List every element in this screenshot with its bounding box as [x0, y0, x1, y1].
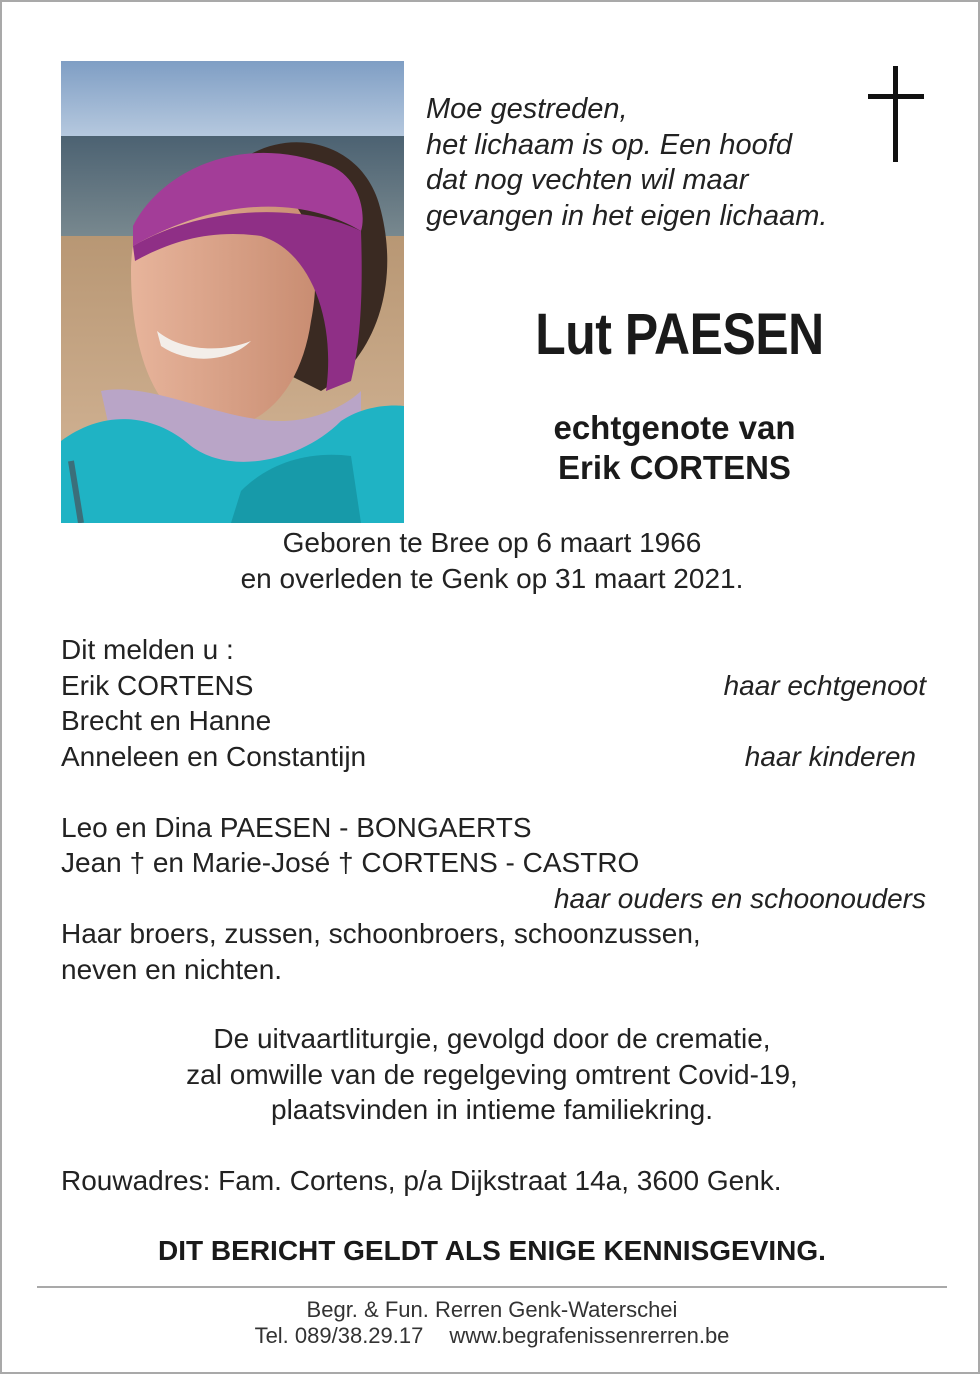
- mourner-row-parents: [61, 845, 926, 881]
- poem-line: gevangen in het eigen lichaam.: [426, 199, 828, 232]
- mourner-row-spouse: [61, 668, 926, 704]
- death-line: en overleden te Genk op 31 maart 2021.: [240, 563, 744, 594]
- notice-statement: DIT BERICHT GELDT ALS ENIGE KENNISGEVING.: [158, 1235, 826, 1266]
- mourner-name: Haar broers, zussen, schoonbroers, schoonzussen,: [61, 918, 701, 949]
- mourner-row-children: [61, 703, 926, 739]
- mourner-row-parents-relation: [61, 881, 926, 917]
- spouse-name: Erik CORTENS: [558, 449, 791, 486]
- mourner-name: Jean † en Marie-José † CORTENS - CASTRO: [61, 847, 640, 878]
- funeral-line: zal omwille van de regelgeving omtrent Covid-19,: [186, 1058, 798, 1090]
- website-link[interactable]: www.begrafenissenrerren.be: [449, 1323, 730, 1348]
- relation-line: echtgenote van: [553, 409, 796, 446]
- company-name: Begr. & Fun. Rerren Genk-Waterschei: [306, 1297, 678, 1322]
- mourner-row-siblings: [61, 952, 926, 988]
- birth-death-dates: [2, 525, 980, 597]
- birth-line: Geboren te Bree op 6 maart 1966: [282, 527, 702, 558]
- contact-line: [2, 1323, 980, 1349]
- spouse-block: [452, 408, 897, 488]
- relation-label: haar echtgenoot: [723, 669, 926, 701]
- mourner-row-children: [61, 739, 926, 775]
- deceased-name: Lut PAESEN: [535, 302, 824, 367]
- poem-line: het lichaam is op. Een hoofd: [426, 128, 792, 161]
- funeral-line: plaatsvinden in intieme familiekring.: [271, 1094, 713, 1125]
- relation-label: haar ouders en schoonouders: [553, 882, 926, 914]
- cross-icon: [868, 66, 924, 162]
- portrait-photo: [61, 61, 404, 523]
- relation-label: haar kinderen: [744, 740, 916, 772]
- phone-number: Tel. 089/38.29.17: [254, 1323, 424, 1348]
- mourner-row-siblings: [61, 916, 926, 952]
- mourners-list: [61, 632, 926, 987]
- mourner-name: Erik CORTENS: [61, 669, 254, 701]
- mourner-name: Anneleen en Constantijn: [61, 740, 367, 772]
- spacer: [61, 774, 926, 810]
- mourner-row-parents: [61, 810, 926, 846]
- poem: [426, 92, 866, 234]
- poem-line: Moe gestreden,: [426, 93, 628, 125]
- mourners-intro: [61, 632, 926, 668]
- funeral-line: De uitvaartliturgie, gevolgd door de crematie,: [213, 1023, 771, 1054]
- poem-line: dat nog vechten wil maar: [426, 164, 749, 196]
- intro-text: Dit melden u :: [61, 634, 234, 665]
- mourning-address: Rouwadres: Fam. Cortens, p/a Dijkstraat 14a, 3600 Genk.: [61, 1165, 782, 1196]
- mourner-name: neven en nichten.: [61, 953, 283, 985]
- funeral-info: [2, 1021, 980, 1128]
- mourner-name: Leo en Dina PAESEN - BONGAERTS: [61, 811, 532, 843]
- funeral-home-footer: [2, 1297, 980, 1349]
- mourner-name: Brecht en Hanne: [61, 705, 272, 736]
- divider: [37, 1286, 947, 1288]
